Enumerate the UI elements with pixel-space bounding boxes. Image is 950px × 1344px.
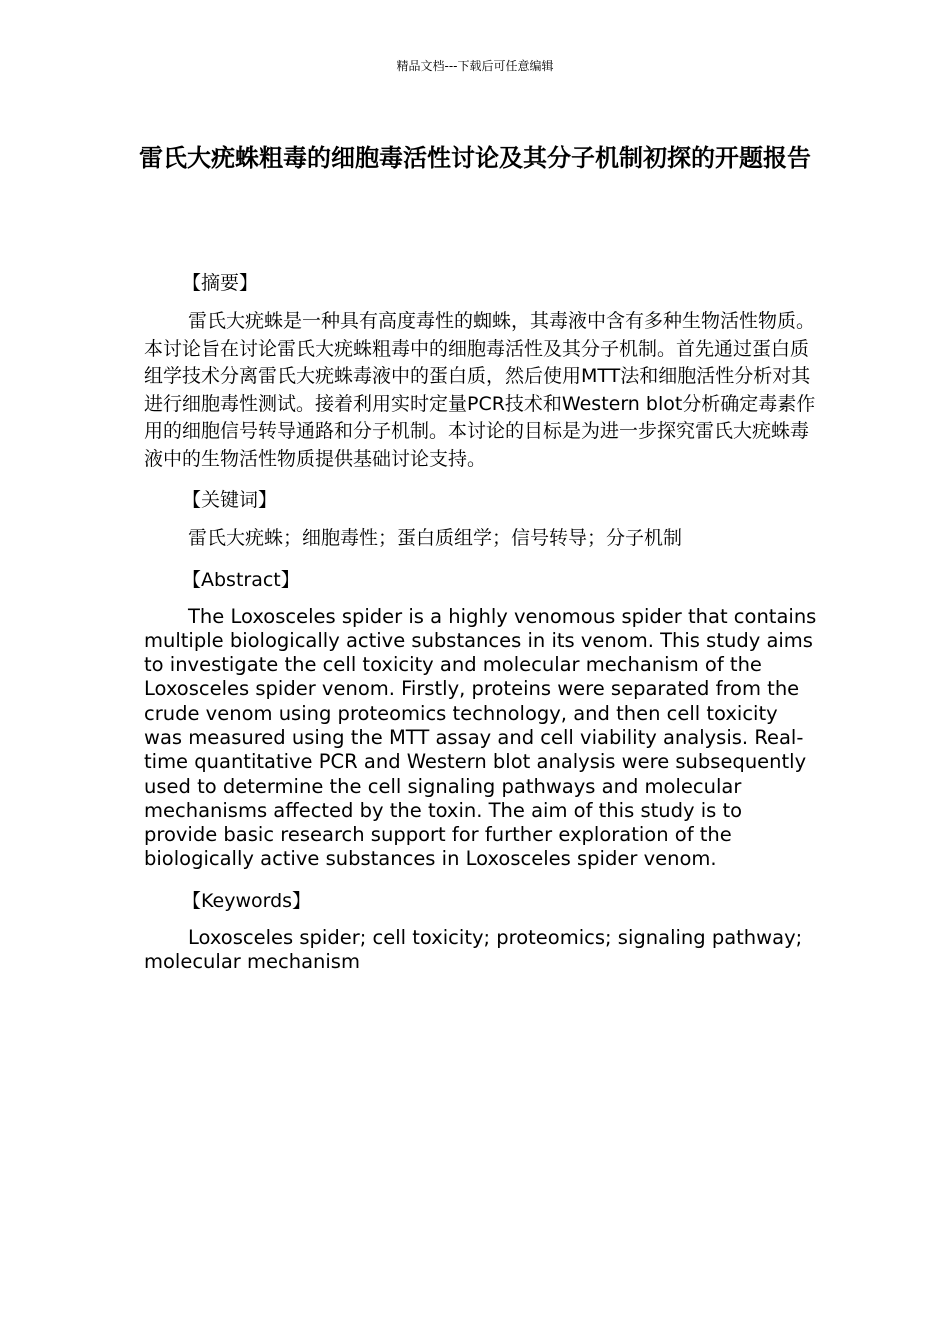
- document-body: [144, 268, 819, 988]
- abstract-en-text: The Loxosceles spider is a highly venomous spider that contains multiple biologically active substances in its venom. This study aims to investigate the cell toxicity and molecular mechanism of the Loxosceles spider venom. Firstly, proteins were separated from the crude venom using proteomics technology, and then cell toxicity was measured using the MTT assay and cell viability analysis. Real-time quantitative PCR and Western blot analysis were subsequently used to determine the cell signaling pathways and molecular mechanisms affected by the toxin. The aim of this study is to provide basic research support for further exploration of the biologically active substances in Loxosceles spider venom.: [144, 604, 817, 871]
- abstract-cn-text: 雷氏大疣蛛是一种具有高度毒性的蜘蛛，其毒液中含有多种生物活性物质。本讨论旨在讨论雷氏大疣蛛粗毒中的细胞毒活性及其分子机制。首先通过蛋白质组学技术分离雷氏大疣蛛毒液中的蛋白质，然后使用MTT法和细胞活性分析对其进行细胞毒性测试。接着利用实时定量PCR技术和Western blot分析确定毒素作用的细胞信号转导通路和分子机制。本讨论的目标是为进一步探究雷氏大疣蛛毒液中的生物活性物质提供基础讨论支持。: [144, 310, 816, 470]
- keywords-cn-text: 雷氏大疣蛛；细胞毒性；蛋白质组学；信号转导；分子机制: [188, 527, 683, 549]
- keywords-en-label: 【Keywords】: [182, 889, 312, 912]
- keywords-cn-label: 【关键词】: [182, 489, 278, 511]
- abstract-en-label: 【Abstract】: [182, 568, 300, 591]
- page-header-note: 精品文档---下载后可任意编辑: [396, 59, 554, 73]
- document-title: 雷氏大疣蛛粗毒的细胞毒活性讨论及其分子机制初探的开题报告: [139, 144, 811, 172]
- keywords-en-text: Loxosceles spider; cell toxicity; proteomics; signaling pathway; molecular mechanism: [144, 925, 803, 974]
- abstract-cn-label: 【摘要】: [182, 272, 259, 294]
